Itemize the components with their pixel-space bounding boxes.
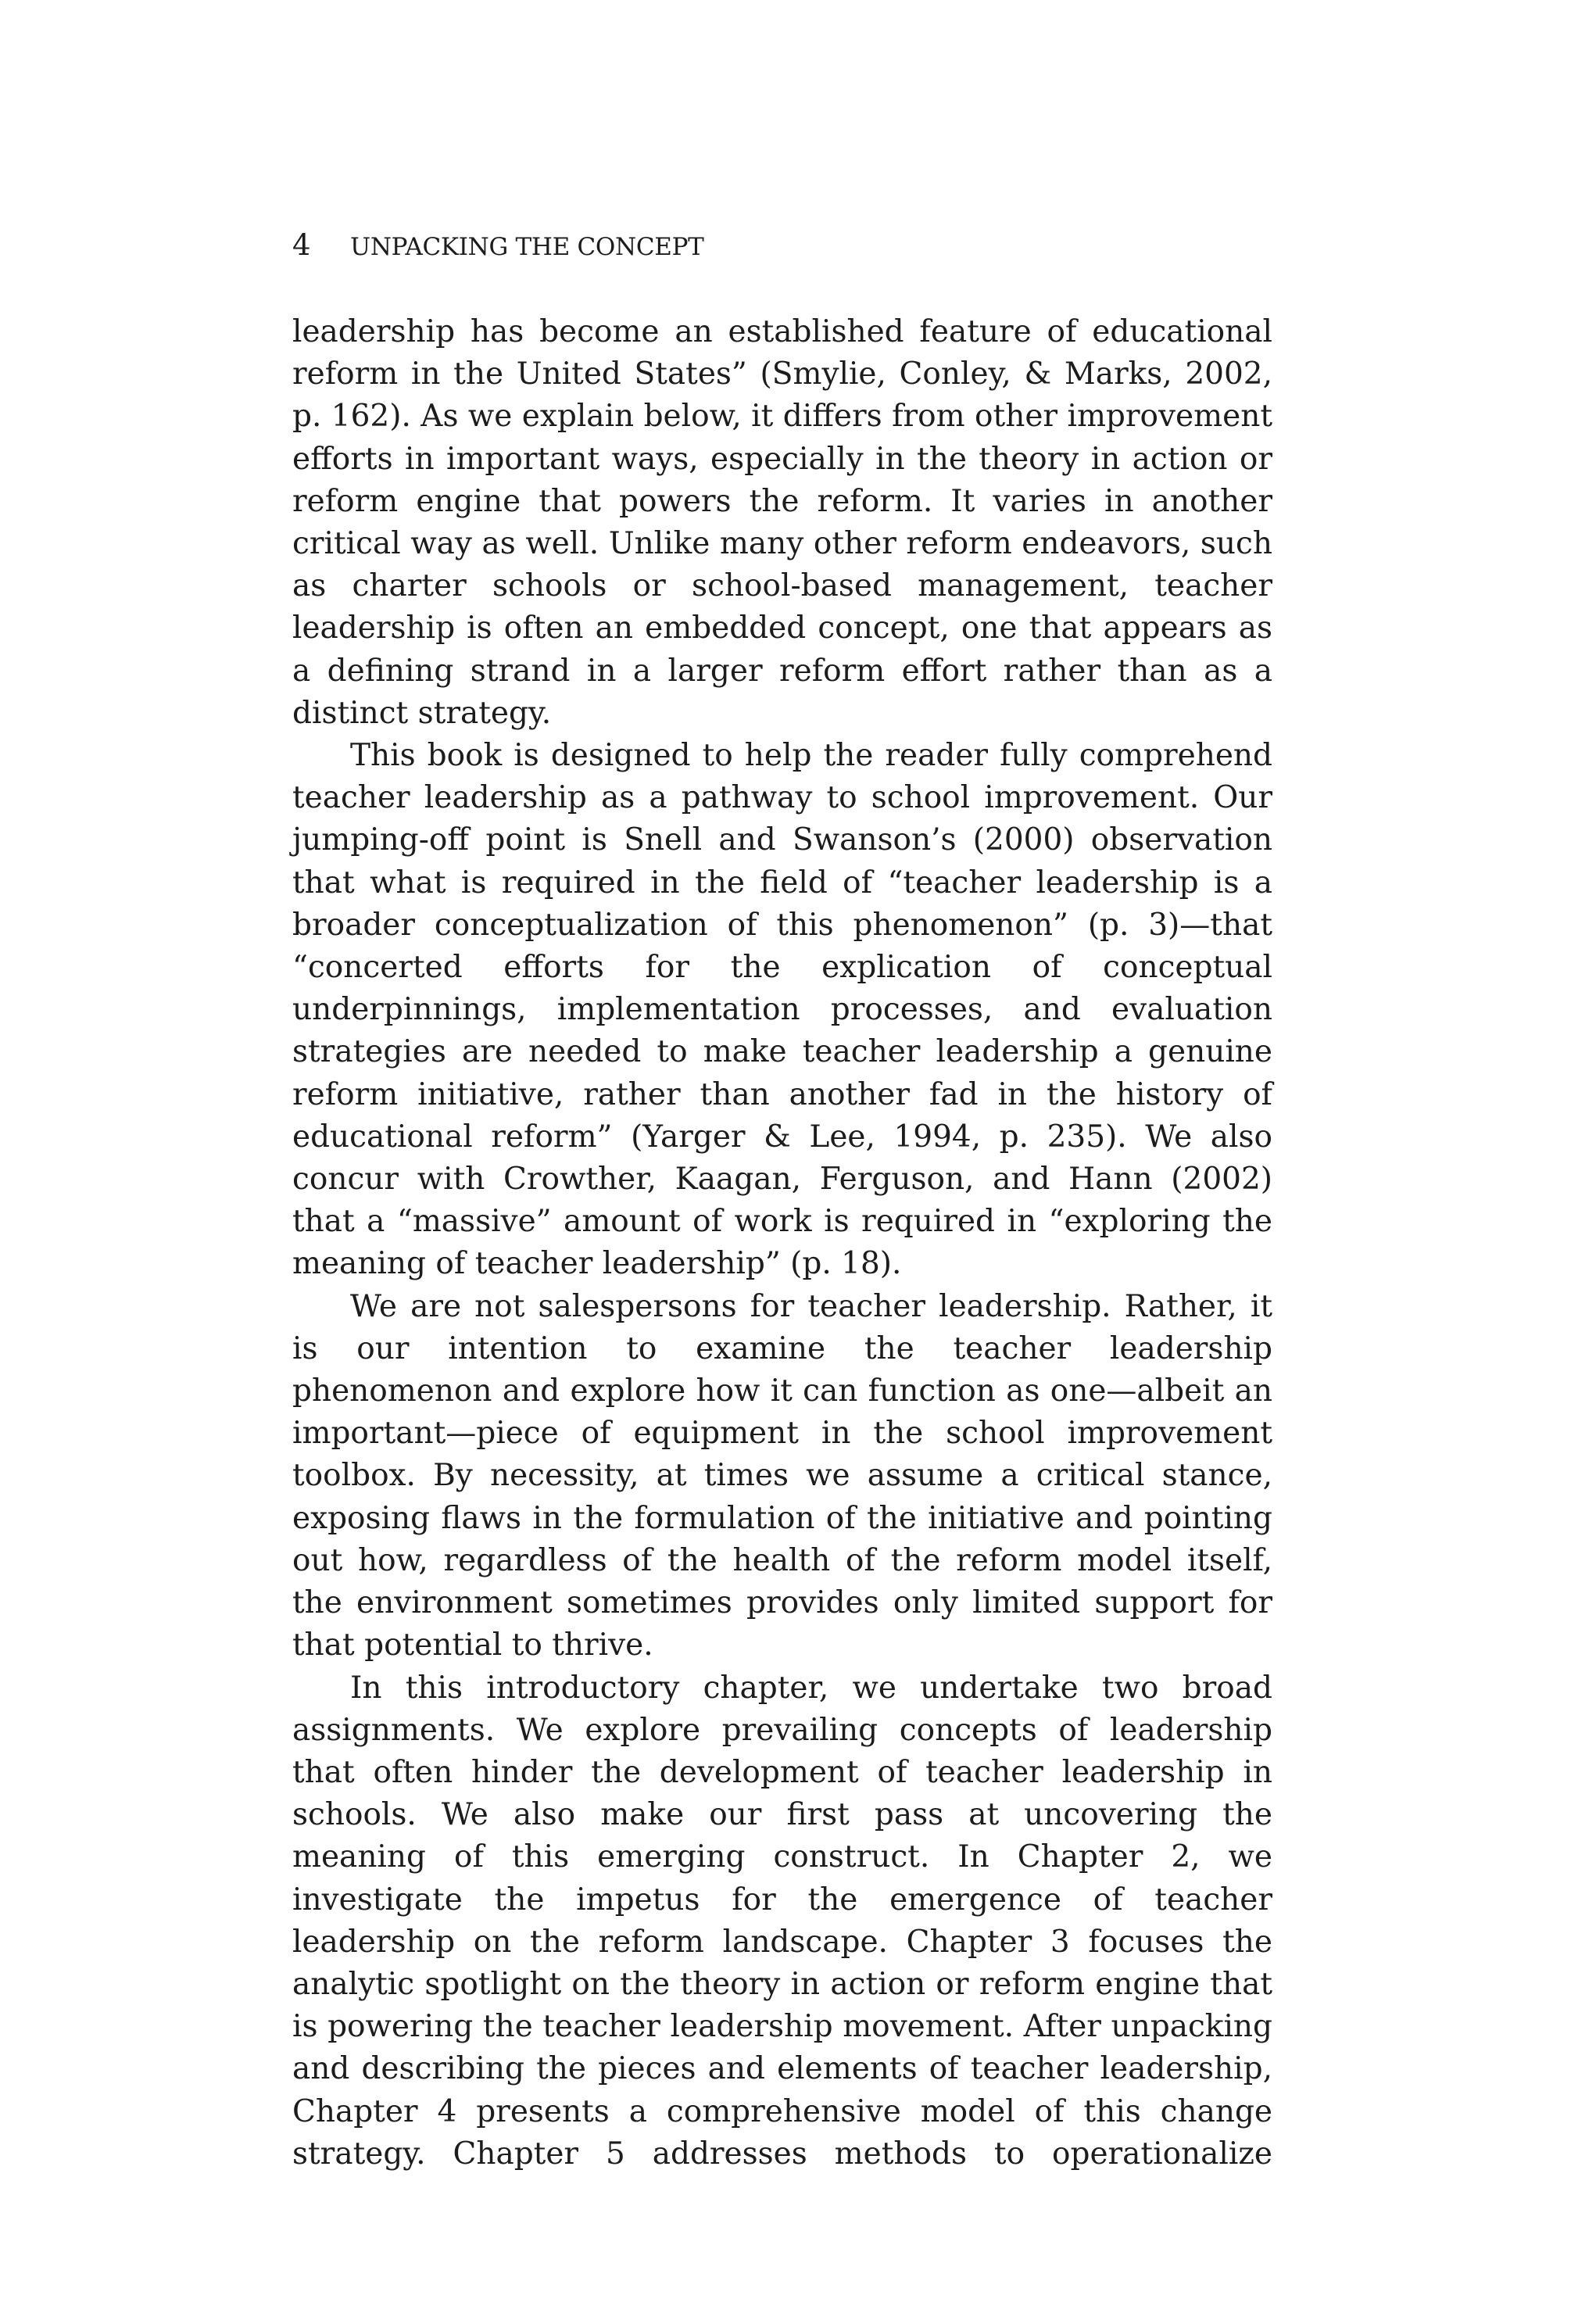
running-head bbox=[292, 228, 704, 267]
body-text bbox=[292, 311, 1272, 2175]
paragraph-chapter-overview: In this introductory chapter, we undertake two broad assignments. We explore prevailing concepts of leadership that often hinder the development of teacher leadership in schools. We also make our first pass at uncovering the meaning of this emerging construct. In Chapter 2, we investigate the impetus for the emergence of teacher leadership on the reform landscape. Chapter 3 focuses the analytic spotlight on the theory in action or reform engine that is powering the teacher leadership movement. After unpacking and describing the pieces and elements of teacher leadership, Chapter 4 presents a comprehensive model of this change strategy. Chapter 5 addresses methods to operationalize bbox=[292, 1670, 1272, 2172]
paragraph-book-purpose: This book is designed to help the reader fully comprehend teacher leadership as a pathway to school improvement. Our jumping-off point is Snell and Swanson’s (2000) observation that what is required in the field of “teacher leadership is a broader conceptualization of this phenomenon” (p. 3)—that “concerted efforts for the explication of conceptual underpinnings, implementation processes, and evaluation strategies are needed to make teacher leadership a genuine reform initiative, rather than another fad in the history of educational reform” (Yarger & Lee, 1994, p. 235). We also concur with Crowther, Kaagan, Ferguson, and Hann (2002) that a “massive” amount of work is required in “exploring the meaning of teacher leadership” (p. 18). bbox=[292, 738, 1272, 1282]
paragraph-continued: leadership has become an established feature of educational reform in the United States” (Smylie, Conley, & Marks, 2002, p. 162). As we explain below, it differs from other improvement efforts in important ways, especially in the theory in action or reform engine that powers the reform. It varies in another critical way as well. Unlike many other reform endeavors, such as charter schools or school-based management, teacher leadership is often an embedded concept, one that appears as a defining strand in a larger reform effort rather than as a distinct strategy. bbox=[292, 314, 1272, 731]
paragraph-intention: We are not salespersons for teacher leadership. Rather, it is our intention to examine the teacher leadership phenomenon and explore how it can function as one—albeit an important—piece of equipment in the school improvement toolbox. By necessity, at times we assume a critical stance, exposing flaws in the formulation of the initiative and pointing out how, regardless of the health of the reform model itself, the environment sometimes provides only limited support for that potential to thrive. bbox=[292, 1288, 1272, 1663]
page-number: 4 bbox=[292, 228, 311, 262]
running-title: UNPACKING THE CONCEPT bbox=[350, 233, 704, 261]
